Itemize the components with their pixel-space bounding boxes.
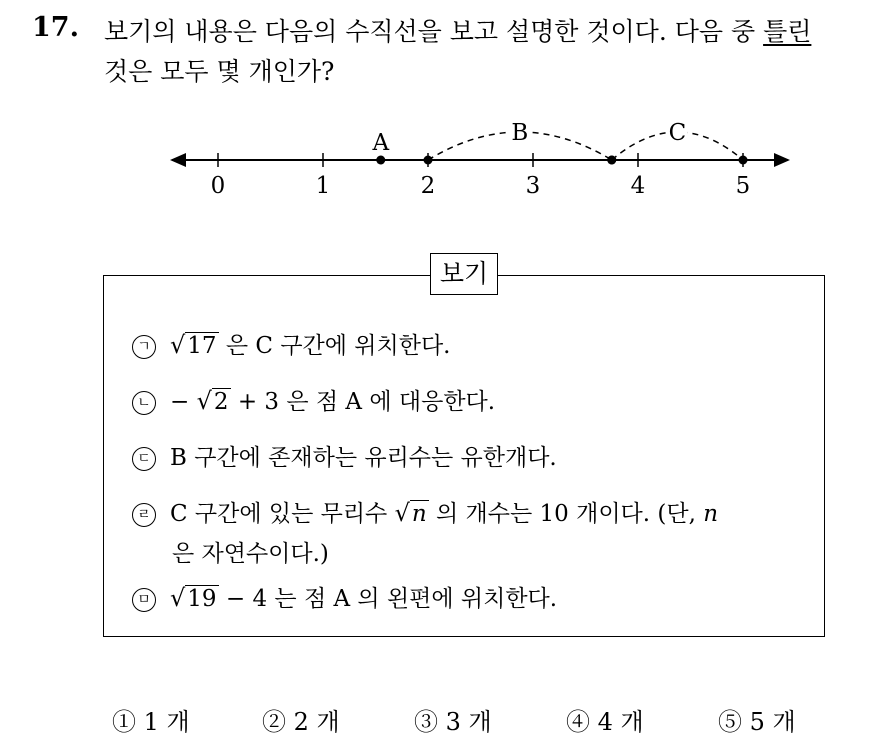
interval-b-label: B <box>511 120 529 146</box>
tick-label: 2 <box>420 173 436 199</box>
choice-1[interactable]: ① 1 개 <box>112 708 190 736</box>
tick-label: 0 <box>210 173 226 199</box>
point-dot <box>376 156 385 165</box>
item-b: ㄴ − √2 + 3 은 점 A 에 대응한다. <box>132 383 495 416</box>
choice-3[interactable]: ③ 3 개 <box>414 708 492 736</box>
bogi-title: 보기 <box>430 253 498 295</box>
item-d: ㄹ C 구간에 있는 무리수 √n 의 개수는 10 개이다. (단, n <box>132 495 718 528</box>
item-c: ㄷ B 구간에 존재하는 유리수는 유한개다. <box>132 439 557 472</box>
item-mark: ㄴ <box>132 391 156 415</box>
tick-label: 5 <box>735 173 751 199</box>
left-arrow-icon <box>170 153 186 167</box>
right-arrow-icon <box>774 153 790 167</box>
item-mark: ㄷ <box>132 447 156 471</box>
question-text-line2: 것은 모두 몇 개인가? <box>104 57 335 86</box>
question-number: 17. <box>32 12 79 43</box>
tick-label: 1 <box>315 173 331 199</box>
point-a-label: A <box>372 130 390 156</box>
interval-c-label: C <box>668 120 687 146</box>
point-dot <box>424 156 433 165</box>
item-mark: ㄹ <box>132 503 156 527</box>
point-dot <box>607 156 616 165</box>
sqrt-expression: √19 <box>170 584 217 612</box>
item-e: ㅁ √19 − 4 는 점 A 의 왼편에 위치한다. <box>132 580 557 613</box>
sqrt-expression: √2 <box>196 387 229 415</box>
choice-5[interactable]: ⑤ 5 개 <box>718 708 796 736</box>
item-a: ㄱ √17 은 C 구간에 위치한다. <box>132 327 450 360</box>
sqrt-expression: √17 <box>170 331 217 359</box>
item-d-line2: 은 자연수이다.) <box>172 541 329 567</box>
underlined-word: 틀린 <box>763 17 812 46</box>
question-text-line1: 보기의 내용은 다음의 수직선을 보고 설명한 것이다. 다음 중 틀린 <box>104 17 812 46</box>
item-mark: ㄱ <box>132 335 156 359</box>
tick-label: 4 <box>630 173 646 199</box>
sqrt-expression: √n <box>394 499 427 527</box>
choice-4[interactable]: ④ 4 개 <box>566 708 644 736</box>
point-dot <box>739 156 748 165</box>
item-mark: ㅁ <box>132 588 156 612</box>
number-line <box>160 110 800 220</box>
choice-2[interactable]: ② 2 개 <box>262 708 340 736</box>
tick-label: 3 <box>525 173 541 199</box>
